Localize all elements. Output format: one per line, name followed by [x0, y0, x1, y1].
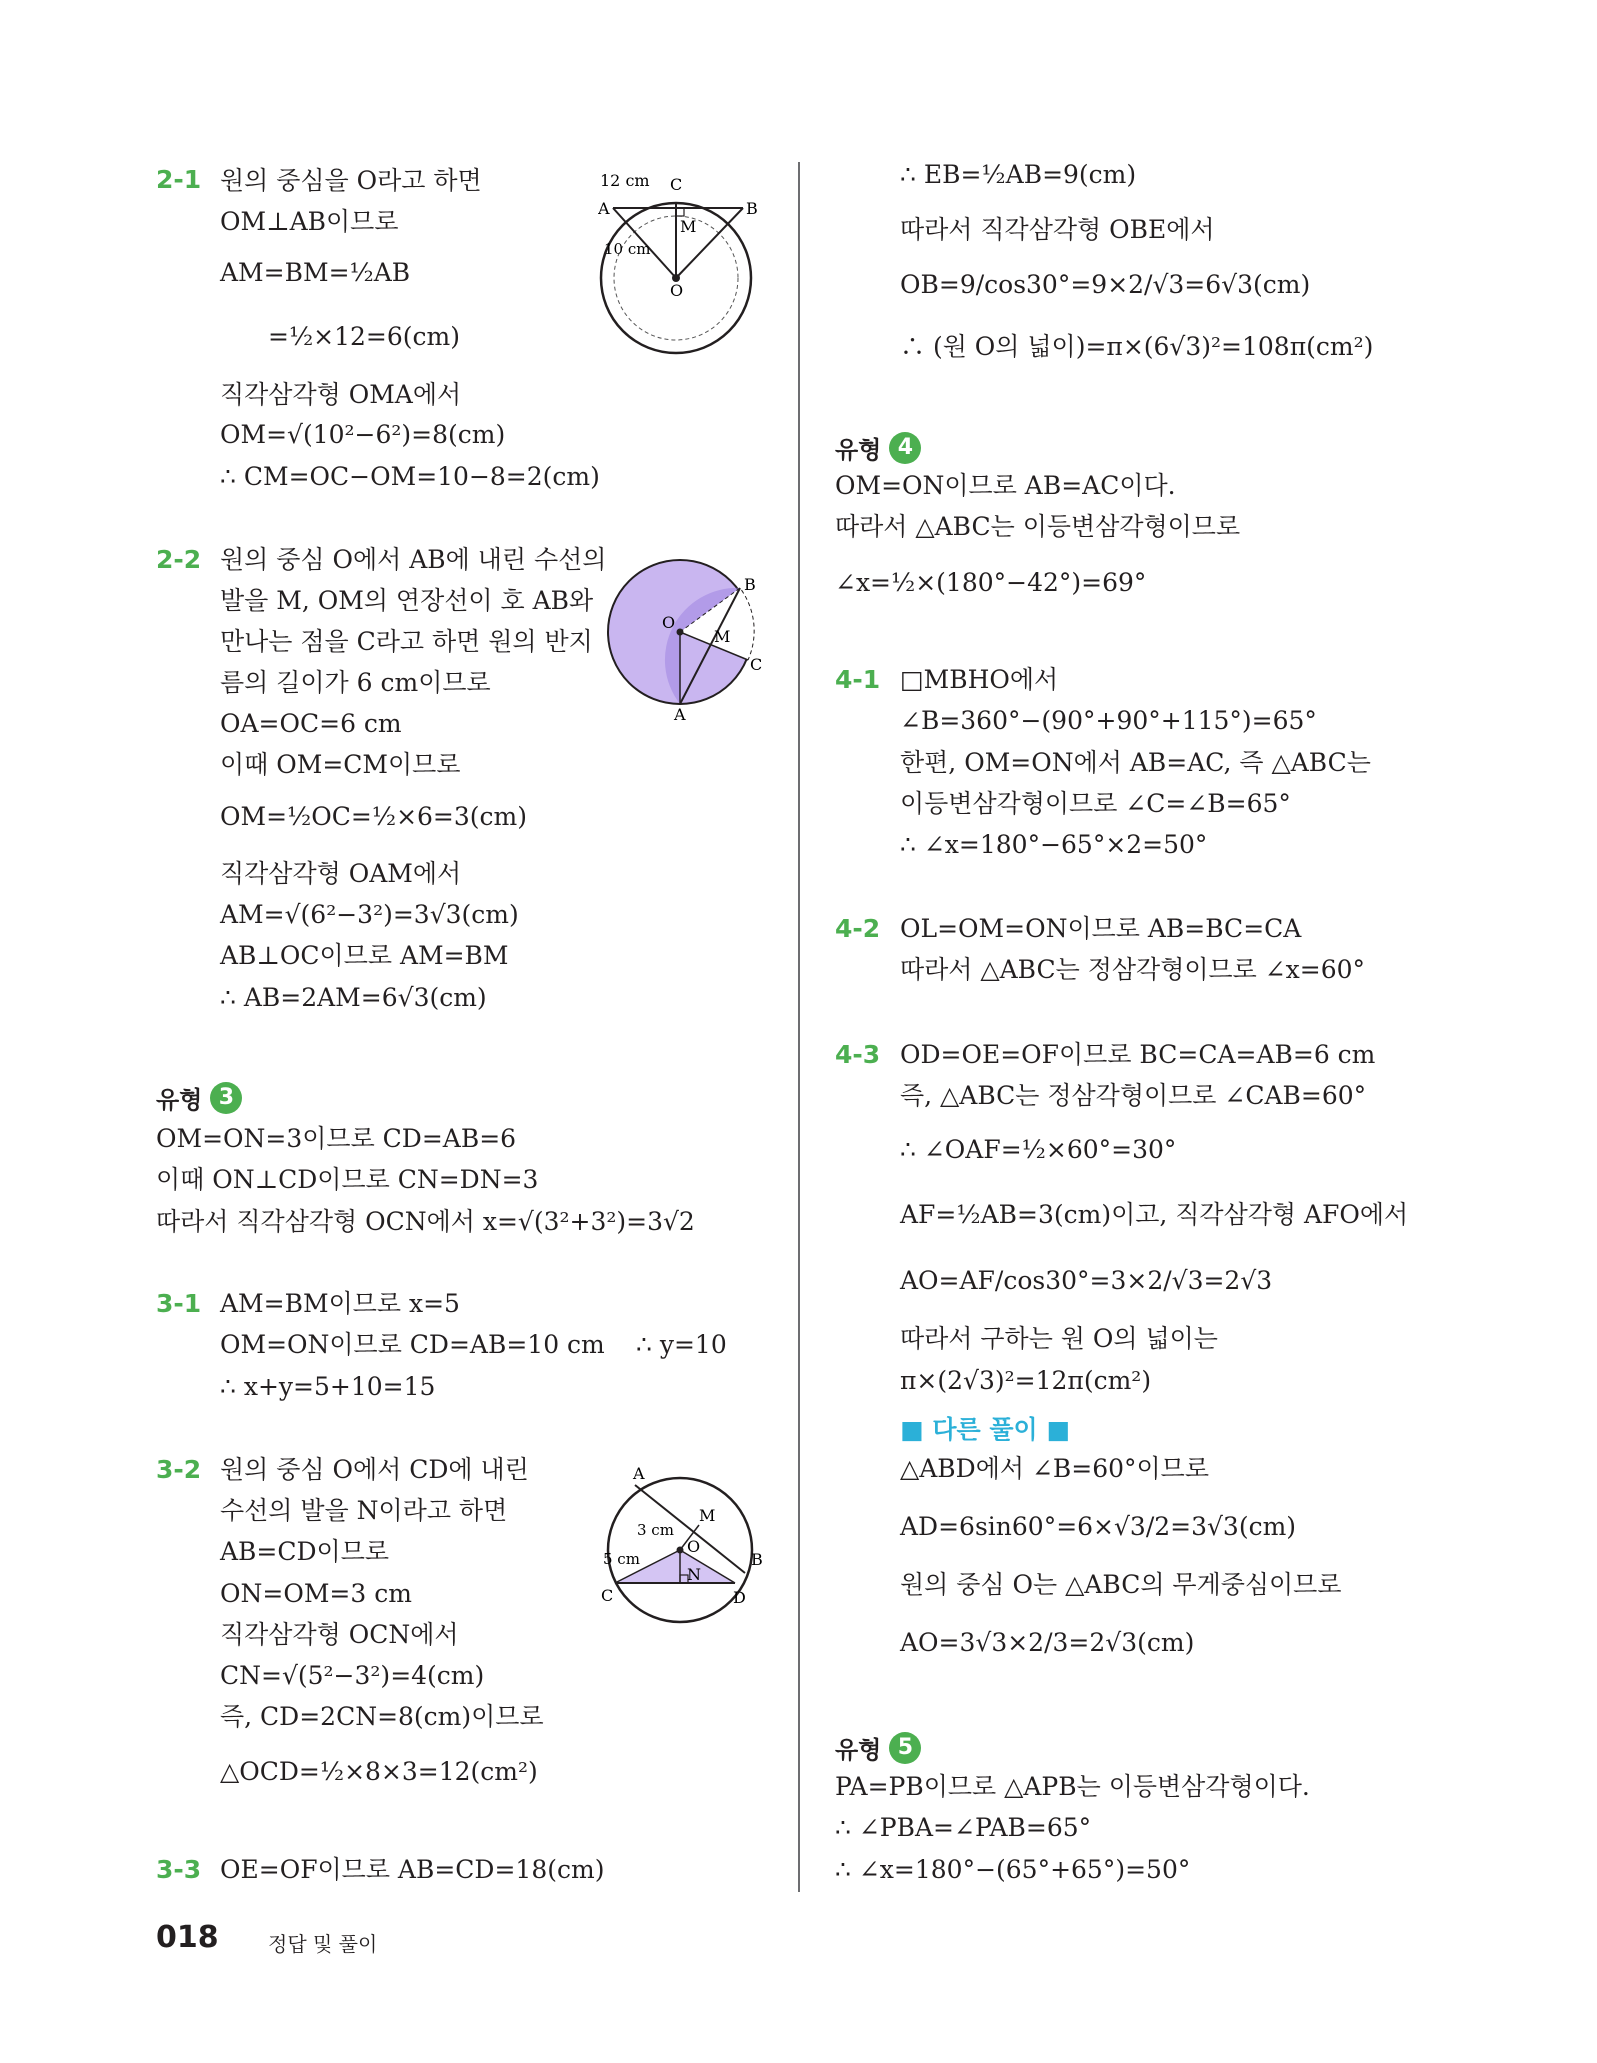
text-line: ∴ EB=½AB=9(cm)	[900, 160, 1137, 189]
text-line: AO=3√3×2/3=2√3(cm)	[900, 1628, 1195, 1657]
figure-2-1	[598, 170, 768, 355]
text-line: ∴ (원 O의 넓이)=π×(6√3)²=108π(cm²)	[900, 332, 1374, 361]
fig-label: D	[733, 1588, 746, 1607]
text-line: ∴ ∠x=180°−(65°+65°)=50°	[835, 1855, 1191, 1884]
text-line: 이등변삼각형이므로 ∠C=∠B=65°	[900, 789, 1291, 818]
text-line: OM=ON이므로 CD=AB=10 cm	[220, 1330, 605, 1359]
text-line: 직각삼각형 OAM에서	[220, 859, 462, 888]
text-line: π×(2√3)²=12π(cm²)	[900, 1366, 1152, 1395]
text-line: 즉, △ABC는 정삼각형이므로 ∠CAB=60°	[900, 1081, 1367, 1110]
fig-label: B	[744, 575, 756, 594]
text-line: 름의 길이가 6 cm이므로	[220, 668, 491, 697]
text-line: 따라서 구하는 원 O의 넓이는	[900, 1324, 1218, 1353]
text-line: =½×12=6(cm)	[268, 322, 461, 351]
type-prefix: 유형	[835, 436, 882, 464]
type-heading-5	[835, 1730, 921, 1765]
fig-label: O	[687, 1537, 701, 1556]
text-line: OE=OF이므로 AB=CD=18(cm)	[220, 1855, 605, 1884]
figure-3-2	[595, 1465, 770, 1630]
text-line: AD=6sin60°=6×√3/2=3√3(cm)	[900, 1512, 1297, 1541]
text-line: △ABD에서 ∠B=60°이므로	[900, 1454, 1209, 1483]
text-line: 원의 중심을 O라고 하면	[220, 166, 482, 195]
fig-label: O	[662, 613, 676, 632]
text-line: OM=ON=3이므로 CD=AB=6	[156, 1124, 517, 1153]
text-line: AB=CD이므로	[220, 1537, 389, 1566]
fig-label: M	[714, 627, 731, 646]
text-line: AM=BM=½AB	[220, 258, 411, 287]
type-prefix: 유형	[156, 1086, 203, 1114]
fig-label: A	[598, 199, 610, 218]
text-line-aside: ∴ y=10	[636, 1330, 727, 1359]
footer-title: 정답 및 풀이	[268, 1932, 378, 1956]
text-line: 원의 중심 O에서 AB에 내린 수선의	[220, 545, 607, 574]
fig-label: 10 cm	[604, 240, 651, 258]
text-line: OM=½OC=½×6=3(cm)	[220, 802, 527, 831]
text-line: AB⊥OC이므로 AM=BM	[220, 941, 509, 970]
text-line: ∴ ∠OAF=½×60°=30°	[900, 1135, 1177, 1164]
text-line: □MBHO에서	[900, 665, 1059, 694]
text-line: OL=OM=ON이므로 AB=BC=CA	[900, 914, 1302, 943]
problem-label-3-2: 3-2	[156, 1455, 202, 1484]
text-line: 원의 중심 O는 △ABC의 무게중심이므로	[900, 1570, 1342, 1599]
text-line: 따라서 △ABC는 이등변삼각형이므로	[835, 512, 1241, 541]
column-divider	[798, 162, 800, 1892]
fig-label: B	[751, 1550, 763, 1569]
text-line: CN=√(5²−3²)=4(cm)	[220, 1661, 485, 1690]
text-line: AF=½AB=3(cm)이고, 직각삼각형 AFO에서	[900, 1200, 1409, 1229]
fig-label: M	[680, 217, 697, 236]
text-line: △OCD=½×8×3=12(cm²)	[220, 1757, 538, 1786]
problem-label-3-3: 3-3	[156, 1855, 202, 1884]
text-line: 따라서 직각삼각형 OBE에서	[900, 215, 1215, 244]
text-line: ∴ x+y=5+10=15	[220, 1372, 436, 1401]
fig-label: A	[633, 1465, 645, 1483]
text-line: ∴ CM=OC−OM=10−8=2(cm)	[220, 462, 600, 491]
text-line: 따라서 △ABC는 정삼각형이므로 ∠x=60°	[900, 955, 1366, 984]
text-line: ON=OM=3 cm	[220, 1579, 412, 1608]
text-line: ∠x=½×(180°−42°)=69°	[835, 568, 1147, 597]
text-line: ∴ ∠x=180°−65°×2=50°	[900, 830, 1208, 859]
text-line: AM=BM이므로 x=5	[220, 1289, 460, 1318]
text-line: 직각삼각형 OMA에서	[220, 380, 462, 409]
alt-solution-heading: ■ 다른 풀이 ■	[900, 1415, 1070, 1444]
text-line: OM⊥AB이므로	[220, 207, 399, 236]
problem-label-2-2: 2-2	[156, 545, 202, 574]
text-line: 따라서 직각삼각형 OCN에서 x=√(3²+3²)=3√2	[156, 1207, 695, 1236]
text-line: ∴ ∠PBA=∠PAB=65°	[835, 1813, 1092, 1842]
type-number-badge: 5	[889, 1732, 921, 1764]
text-line: OA=OC=6 cm	[220, 709, 402, 738]
problem-label-4-1: 4-1	[835, 665, 881, 694]
fig-label: C	[670, 175, 683, 194]
text-line: 이때 OM=CM이므로	[220, 750, 461, 779]
fig-label: N	[687, 1565, 701, 1584]
text-line: AM=√(6²−3²)=3√3(cm)	[220, 900, 519, 929]
text-line: OB=9/cos30°=9×2/√3=6√3(cm)	[900, 270, 1311, 299]
page-number: 018	[156, 1920, 219, 1955]
text-line: OM=√(10²−6²)=8(cm)	[220, 420, 506, 449]
fig-label: O	[670, 281, 684, 300]
text-line: PA=PB이므로 △APB는 이등변삼각형이다.	[835, 1772, 1310, 1801]
text-line: 원의 중심 O에서 CD에 내린	[220, 1455, 529, 1484]
figure-2-2	[600, 552, 770, 722]
fig-label: A	[674, 705, 686, 722]
fig-label: 5 cm	[603, 1550, 640, 1568]
type-number-badge: 3	[210, 1082, 242, 1114]
text-line: 만나는 점을 C라고 하면 원의 반지	[220, 627, 593, 656]
text-line: 발을 M, OM의 연장선이 호 AB와	[220, 586, 594, 615]
fig-label: C	[601, 1586, 614, 1605]
text-line: OD=OE=OF이므로 BC=CA=AB=6 cm	[900, 1040, 1376, 1069]
problem-label-3-1: 3-1	[156, 1289, 202, 1318]
text-line: 직각삼각형 OCN에서	[220, 1620, 459, 1649]
text-line: ∠B=360°−(90°+90°+115°)=65°	[900, 706, 1317, 735]
fig-label: 3 cm	[637, 1521, 674, 1539]
text-line: 수선의 발을 N이라고 하면	[220, 1496, 508, 1525]
text-line: OM=ON이므로 AB=AC이다.	[835, 471, 1176, 500]
fig-label: B	[746, 199, 758, 218]
type-number-badge: 4	[889, 432, 921, 464]
type-heading-3	[156, 1080, 242, 1115]
problem-label-2-1: 2-1	[156, 165, 202, 194]
fig-label: C	[750, 655, 763, 674]
text-line: ∴ AB=2AM=6√3(cm)	[220, 983, 487, 1012]
text-line: 이때 ON⊥CD이므로 CN=DN=3	[156, 1165, 539, 1194]
fig-label: M	[699, 1506, 716, 1525]
problem-label-4-2: 4-2	[835, 914, 881, 943]
text-line: 즉, CD=2CN=8(cm)이므로	[220, 1702, 544, 1731]
text-line: 한편, OM=ON에서 AB=AC, 즉 △ABC는	[900, 748, 1371, 777]
type-prefix: 유형	[835, 1736, 882, 1764]
problem-label-4-3: 4-3	[835, 1040, 881, 1069]
fig-label: 12 cm	[600, 171, 650, 190]
type-heading-4	[835, 430, 921, 465]
text-line: AO=AF/cos30°=3×2/√3=2√3	[900, 1266, 1273, 1295]
